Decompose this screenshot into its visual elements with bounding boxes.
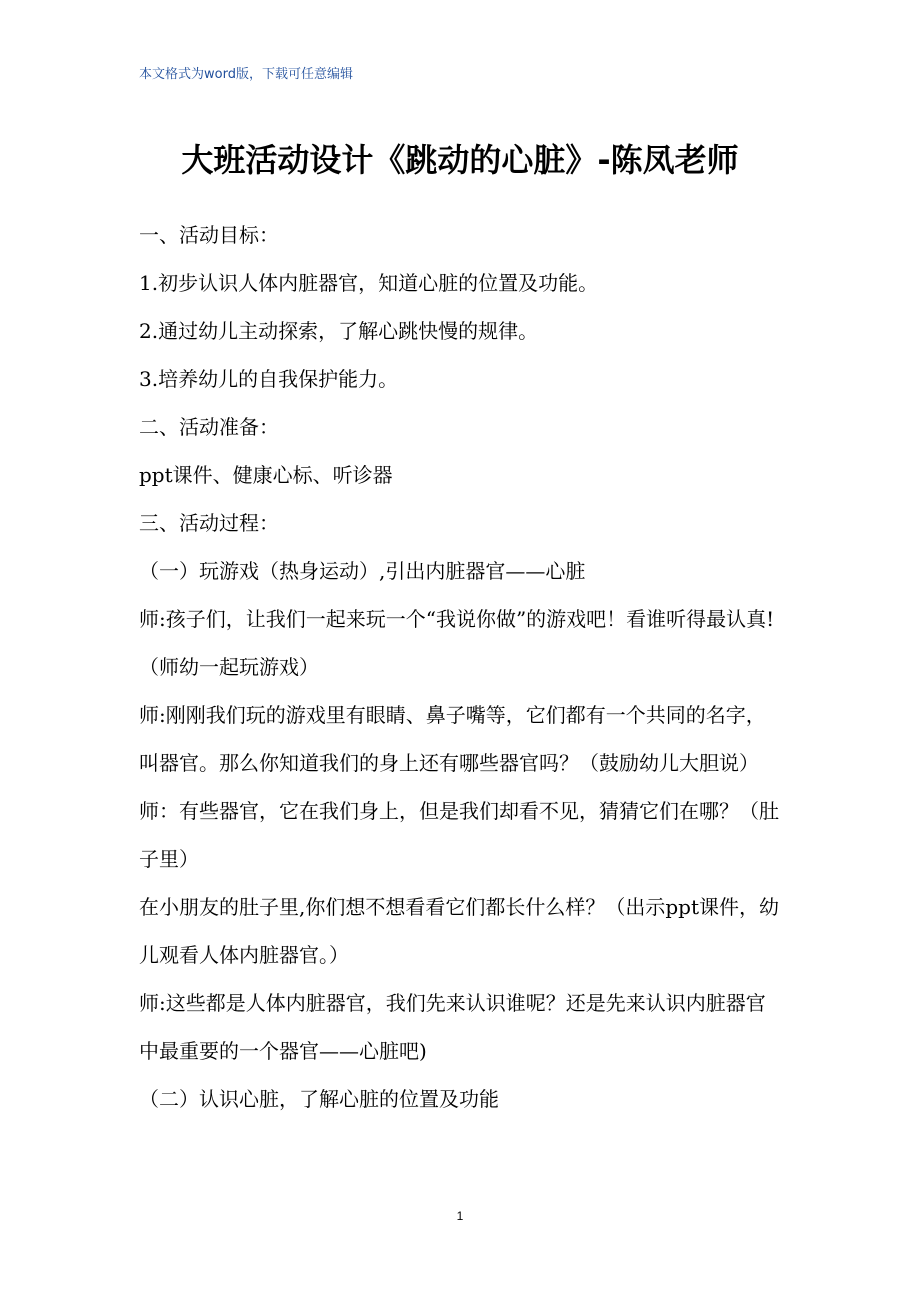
dialogue-paragraph: 师:孩子们，让我们一起来玩一个“我说你做”的游戏吧！看谁听得最认真!（师幼一起玩游戏）	[139, 607, 775, 679]
section-heading-process: 三、活动过程：	[139, 511, 279, 535]
goal-item-2: 2.通过幼儿主动探索，了解心跳快慢的规律。	[139, 319, 539, 343]
goal-item-1: 1.初步认识人体内脏器官，知道心脏的位置及功能。	[139, 271, 599, 295]
section-heading-preparation: 二、活动准备：	[139, 415, 279, 439]
header-note: 本文格式为word版，下载可任意编辑	[139, 67, 353, 82]
page-number: 1	[456, 1209, 464, 1223]
dialogue-paragraph: 师:这些都是人体内脏器官，我们先来认识谁呢？还是先来认识内脏器官中最重要的一个器官——心脏吧)	[139, 991, 766, 1063]
document-body	[139, 211, 784, 1123]
process-step-1-heading: （一）玩游戏（热身运动）,引出内脏器官——心脏	[139, 559, 586, 583]
section-heading-goals: 一、活动目标：	[139, 223, 279, 247]
dialogue-paragraph: 师:刚刚我们玩的游戏里有眼睛、鼻子嘴等，它们都有一个共同的名字，叫器官。那么你知道我们的身上还有哪些器官吗？（鼓励幼儿大胆说）	[139, 703, 766, 775]
preparation-materials: ppt课件、健康心标、听诊器	[139, 463, 393, 487]
dialogue-paragraph: 在小朋友的肚子里,你们想不想看看它们都长什么样？（出示ppt课件，幼儿观看人体内脏器官。）	[139, 895, 779, 967]
process-step-2-heading: （二）认识心脏，了解心脏的位置及功能	[139, 1087, 499, 1111]
dialogue-paragraph: 师：有些器官，它在我们身上，但是我们却看不见，猜猜它们在哪？（肚子里）	[139, 799, 779, 871]
document-title: 大班活动设计《跳动的心脏》-陈凤老师	[181, 141, 739, 179]
goal-item-3: 3.培养幼儿的自我保护能力。	[139, 367, 399, 391]
